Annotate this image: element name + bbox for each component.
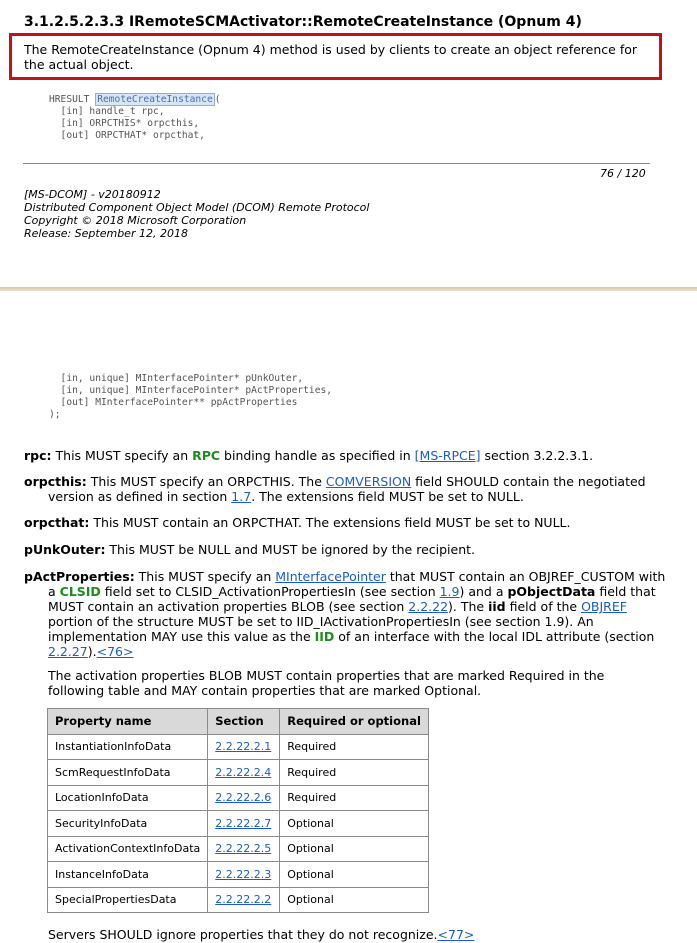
closing-paragraph bbox=[48, 927, 474, 942]
field-name: pObjectData bbox=[507, 584, 596, 599]
section-link[interactable]: 2.2.22.2.7 bbox=[215, 816, 272, 830]
section-link[interactable]: 2.2.22.2.4 bbox=[215, 765, 272, 779]
code-line: [in, unique] MInterfacePointer* pUnkOuter, bbox=[49, 373, 304, 384]
section-link[interactable]: 2.2.22.2.2 bbox=[215, 893, 272, 907]
code-block-bottom bbox=[49, 373, 332, 421]
section-link[interactable]: 2.2.22.2.6 bbox=[215, 791, 272, 805]
param-text: ). bbox=[87, 644, 97, 659]
footnote-link-76[interactable]: <76> bbox=[96, 644, 134, 659]
param-text: ). The bbox=[448, 599, 489, 614]
requirement-cell: Optional bbox=[280, 811, 429, 837]
glossary-term[interactable]: CLSID bbox=[59, 584, 101, 599]
requirement-cell: Optional bbox=[280, 836, 429, 862]
blob-paragraph: The activation properties BLOB MUST contain properties that are marked Required in the following table and MAY contain properties that are marked Optional. bbox=[48, 668, 605, 698]
column-header: Required or optional bbox=[280, 709, 429, 735]
table-row bbox=[48, 811, 429, 837]
code-line: [in, unique] MInterfacePointer* pActProperties, bbox=[49, 385, 333, 396]
property-name-cell: SecurityInfoData bbox=[48, 811, 208, 837]
page-number: 76 / 120 bbox=[600, 167, 646, 180]
param-text: field SHOULD contain the negotiated version as defined in section bbox=[48, 474, 646, 504]
intro-paragraph: The RemoteCreateInstance (Opnum 4) method is used by clients to create an object reference for the actual object. bbox=[24, 42, 638, 72]
link-section-1-9[interactable]: 1.9 bbox=[439, 584, 460, 599]
code-line: [in] handle_t rpc, bbox=[49, 106, 165, 117]
param-term: orpcthat: bbox=[24, 515, 90, 530]
param-rpc bbox=[24, 448, 669, 463]
section-heading: 3.1.2.5.2.3.3 IRemoteSCMActivator::RemoteCreateInstance (Opnum 4) bbox=[24, 14, 582, 30]
page-break bbox=[0, 287, 697, 291]
footer-copyright: Copyright © 2018 Microsoft Corporation bbox=[24, 214, 247, 227]
param-text: section 3.2.2.3.1. bbox=[480, 448, 594, 463]
link-section-2-2-27[interactable]: 2.2.27 bbox=[48, 644, 88, 659]
param-text: field that MUST contain an activation properties BLOB (see section bbox=[48, 584, 656, 614]
link-objref[interactable]: OBJREF bbox=[581, 599, 627, 614]
property-name-cell: SpecialPropertiesData bbox=[48, 887, 208, 913]
footer-doc-id: [MS-DCOM] - v20180912 bbox=[24, 188, 161, 201]
param-term: pActProperties: bbox=[24, 569, 135, 584]
requirement-cell: Required bbox=[280, 785, 429, 811]
code-prefix: HRESULT bbox=[49, 94, 96, 105]
section-link[interactable]: 2.2.22.2.5 bbox=[215, 842, 272, 856]
selected-function-name[interactable]: RemoteCreateInstance bbox=[97, 94, 213, 105]
code-line: [out] ORPCTHAT* orpcthat, bbox=[49, 130, 205, 141]
param-orpcthis bbox=[24, 474, 669, 504]
requirement-cell: Optional bbox=[280, 887, 429, 913]
section-link[interactable]: 2.2.22.2.3 bbox=[215, 867, 272, 881]
property-name-cell: ActivationContextInfoData bbox=[48, 836, 208, 862]
param-term: rpc: bbox=[24, 448, 52, 463]
param-text: of an interface with the local IDL attribute (section bbox=[334, 629, 655, 644]
code-line: [out] MInterfacePointer** ppActProperties bbox=[49, 397, 298, 408]
param-text: that MUST contain an OBJREF_CUSTOM with a bbox=[48, 569, 666, 599]
property-name-cell: ScmRequestInfoData bbox=[48, 760, 208, 786]
param-text: field of the bbox=[505, 599, 582, 614]
param-text: This MUST specify an bbox=[51, 448, 193, 463]
glossary-term[interactable]: RPC bbox=[192, 448, 221, 463]
link-section-2-2-22[interactable]: 2.2.22 bbox=[408, 599, 449, 614]
property-name-cell: InstanceInfoData bbox=[48, 862, 208, 888]
param-text: portion of the structure MUST be set to IID_IActivationPropertiesIn (see section 1.9). An implementation MAY use this value as the bbox=[48, 614, 594, 644]
code-block-top bbox=[49, 94, 221, 142]
section-link[interactable]: 2.2.22.2.1 bbox=[215, 740, 272, 754]
link-ms-rpce[interactable]: [MS-RPCE] bbox=[414, 448, 481, 463]
param-text: field set to CLSID_ActivationPropertiesIn (see section bbox=[100, 584, 440, 599]
link-section-1-7[interactable]: 1.7 bbox=[231, 489, 252, 504]
column-header: Section bbox=[208, 709, 280, 735]
param-text: This MUST be NULL and MUST be ignored by the recipient. bbox=[105, 542, 476, 557]
property-name-cell: LocationInfoData bbox=[48, 785, 208, 811]
table-header-row bbox=[48, 709, 429, 735]
table-row bbox=[48, 862, 429, 888]
requirement-cell: Optional bbox=[280, 862, 429, 888]
param-text: binding handle as specified in bbox=[220, 448, 415, 463]
footnote-link-77[interactable]: <77> bbox=[437, 927, 475, 942]
footer-release: Release: September 12, 2018 bbox=[24, 227, 188, 240]
code-suffix: ( bbox=[214, 94, 221, 105]
requirement-cell: Required bbox=[280, 760, 429, 786]
page-footer bbox=[24, 188, 369, 240]
footer-doc-title: Distributed Component Object Model (DCOM) Remote Protocol bbox=[24, 201, 370, 214]
code-line: ); bbox=[49, 409, 61, 420]
properties-table bbox=[47, 708, 429, 913]
table-row bbox=[48, 734, 429, 760]
param-orpcthat bbox=[24, 515, 669, 530]
param-pactproperties bbox=[24, 569, 669, 659]
param-term: pUnkOuter: bbox=[24, 542, 106, 557]
table-row bbox=[48, 836, 429, 862]
requirement-cell: Required bbox=[280, 734, 429, 760]
link-comversion[interactable]: COMVERSION bbox=[325, 474, 412, 489]
param-text: ) and a bbox=[459, 584, 508, 599]
code-line: [in] ORPCTHIS* orpcthis, bbox=[49, 118, 200, 129]
property-name-cell: InstantiationInfoData bbox=[48, 734, 208, 760]
param-term: orpcthis: bbox=[24, 474, 87, 489]
field-name: iid bbox=[488, 599, 506, 614]
param-text: This MUST contain an ORPCTHAT. The extensions field MUST be set to NULL. bbox=[89, 515, 571, 530]
page-footer-rule bbox=[23, 163, 650, 164]
param-punkouter bbox=[24, 542, 669, 557]
link-minterfacepointer[interactable]: MInterfacePointer bbox=[275, 569, 386, 584]
table-row bbox=[48, 785, 429, 811]
table-row bbox=[48, 760, 429, 786]
param-text: This MUST specify an ORPCTHIS. The bbox=[86, 474, 326, 489]
column-header: Property name bbox=[48, 709, 208, 735]
glossary-term[interactable]: IID bbox=[314, 629, 335, 644]
param-text: . The extensions field MUST be set to NULL. bbox=[251, 489, 524, 504]
closing-text: Servers SHOULD ignore properties that they do not recognize. bbox=[48, 927, 438, 942]
table-row bbox=[48, 887, 429, 913]
param-text: This MUST specify an bbox=[134, 569, 276, 584]
